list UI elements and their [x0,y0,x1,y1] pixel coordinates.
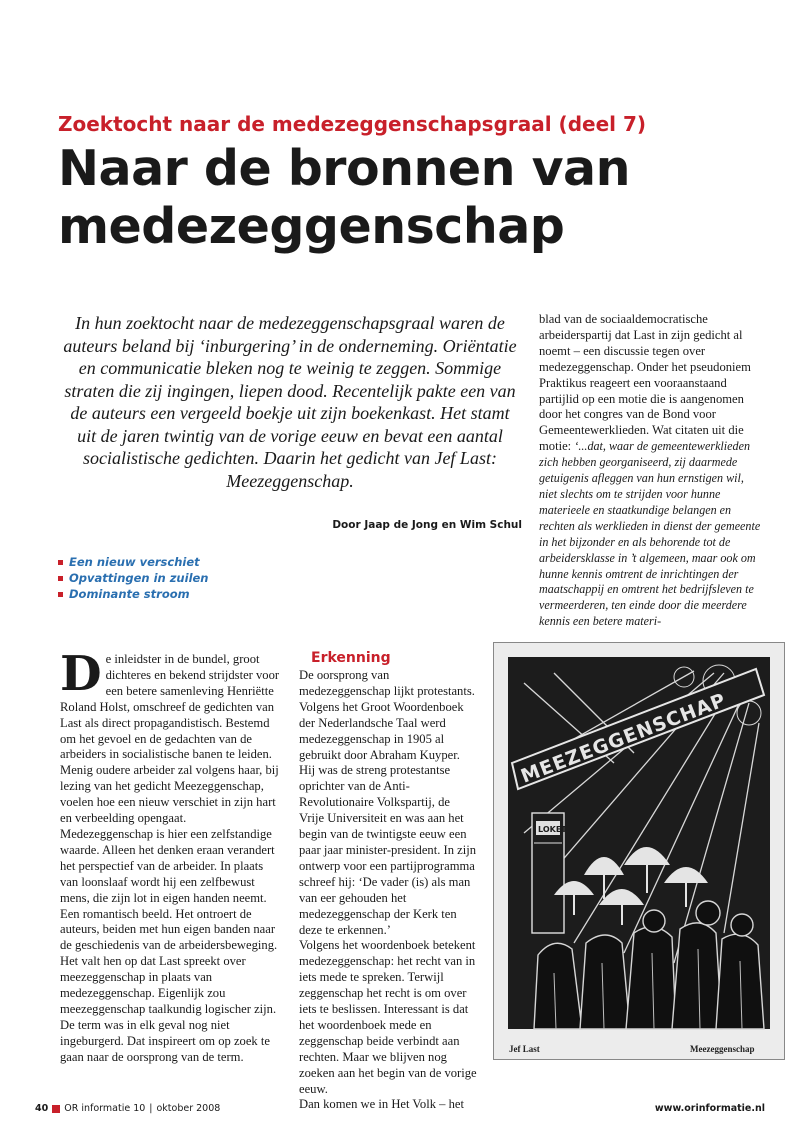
byline: Door Jaap de Jong en Wim Schul [332,519,522,531]
article-intro: In hun zoektocht naar de medezeggenschapsgraal waren de auteurs beland bij ‘inburgering’ in de onderneming. Oriëntatie en communicatie bleken nog te weinig te zeggen. Sommige straten die zij ingingen, liepen dood. Recentelijk pakte een van de auteurs een vergeeld boekje uit zijn boekenkast. Het stamt uit de jaren twintig van de vorige eeuw en bevat een aantal socialistische gedichten. Daarin het gedicht van Jef Last: Meezeggenschap. [63,313,517,491]
middle-paragraph: De oorsprong van medezeggenschap lijkt protestants. Volgens het Groot Woordenboek der Nederlandsche Taal werd medezeggenschap in 1905 al gebruikt door Abraham Kuyper. Hij was de streng protestantse oprichter van de Anti-Revolutionaire Volkspartij, de Vrije Universiteit en was aan het begin van de twintigste eeuw een paar jaar minister-president. In zijn ontwerp voor een partijprogramma schreef hij: ‘De vader (is) als man van eer gehouden het medezeggenschap der Kerk ten deze te erkennen.’ [299,668,477,937]
footer-url-link[interactable]: www.orinformatie.nl [654,1103,765,1114]
woodcut-banner-text: MEEZEGGENSCHAP [517,689,730,788]
left-column-text: e inleidster in de bundel, groot dichteres en bekend strijdster voor een betere samenleving Henriëtte Roland Holst, omschreef de gedichten van Last als direct propagandistisch. Bestemd om het gevoel en de gedachten van de arbeiders in socialistische banen te leiden. Menig oudere arbeider zal volgens haar, bij lezing van het gedicht Meezeggenschap, voelen hoe een nieuw verschiet in zijn hart en verbeelding opengaat. Medezeggenschap is hier een zelfstandige waarde. Alleen het denken eraan verandert het perspectief van de arbeider. In plaats van loonslaaf wordt hij een zelfbewust mens, die zijn lot in eigen handen neemt. Een romantisch beeld. Het ontroert de auteurs, beiden met hun eigen banden naar de geschiedenis van de arbeidersbeweging. Het valt hen op dat Last spreekt over meezeggenschap in plaats van medezeggenschap. Eigenlijk zou meezeggenschap taalkundig logischer zijn. De term was in elk geval nog niet ingeburgerd. Dat inspireert om op zoek te gaan naar de oorsprong van de term. [60,652,280,1064]
issue-date: oktober 2008 [156,1103,221,1114]
woodcut-title-caption: Meezeggenschap [690,1044,755,1054]
article-kicker: Zoektocht naar de medezeggenschapsgraal (deel 7) [58,112,647,136]
bullet-square-icon [58,592,63,597]
woodcut-artist-caption: Jef Last [509,1044,540,1054]
middle-paragraph: Dan komen we in Het Volk – het [299,1097,464,1112]
left-column [60,646,280,1066]
footer-square-icon [52,1105,60,1113]
section-index [58,554,209,602]
page-footer [35,1103,765,1114]
woodcut-artwork [494,643,784,1059]
loket-sign: LOKET [538,825,567,834]
section-index-item[interactable]: Een nieuw verschiet [58,554,209,570]
woodcut-illustration [493,642,785,1060]
bullet-square-icon [58,576,63,581]
article-headline: Naar de bronnen van medezeggenschap [58,140,630,255]
drop-cap: D [60,646,102,702]
magazine-name: OR informatie 10 [64,1103,146,1114]
section-index-item[interactable]: Opvattingen in zuilen [58,570,209,586]
footer-separator: | [149,1103,153,1114]
page-number: 40 [35,1103,49,1114]
middle-column [299,650,477,1113]
motion-quote: ‘...dat, waar de gemeentewerklieden zich hebben georganiseerd, zij daarmede getuigenis afleggen van hun ernstigen wil, niet slechts om te strijden voor hunne materieele en staatkundige belangen en rechten als werklieden in dienst der gemeente in het bijzonder en als behorende tot de arbeidersklasse in ’t algemeen, maar ook om hunne kennis omtrent de inrichtingen der maatschappij en omtrent het bedrijfsleven te vermeerderen, ten einde door die meerdere kennis een betere materi- [539,439,761,629]
middle-paragraph: Volgens het woordenboek betekent medezeggenschap: het recht van in iets mede te spreken. Terwijl zeggenschap het recht is om over iets te beslissen. Interessant is dat het woordenboek mede en zeggenschap beide verbindt aan rechten. Maar we blijven nog zoeken aan het begin van de vorige eeuw. [299,938,477,1096]
right-column [539,312,765,630]
right-column-text: blad van de sociaaldemocratische arbeiderspartij dat Last in zijn gedicht al noemt – een discussie tegen over medezeggenschap. Onder het pseudoniem Praktikus reageert een vooraanstaand partijlid op een motie die is aangenomen door het congres van de Bond voor Gemeentewerklieden. Wat citaten uit die motie: [539,312,751,454]
bullet-square-icon [58,560,63,565]
section-heading: Erkenning [311,650,391,666]
section-index-item[interactable]: Dominante stroom [58,586,209,602]
